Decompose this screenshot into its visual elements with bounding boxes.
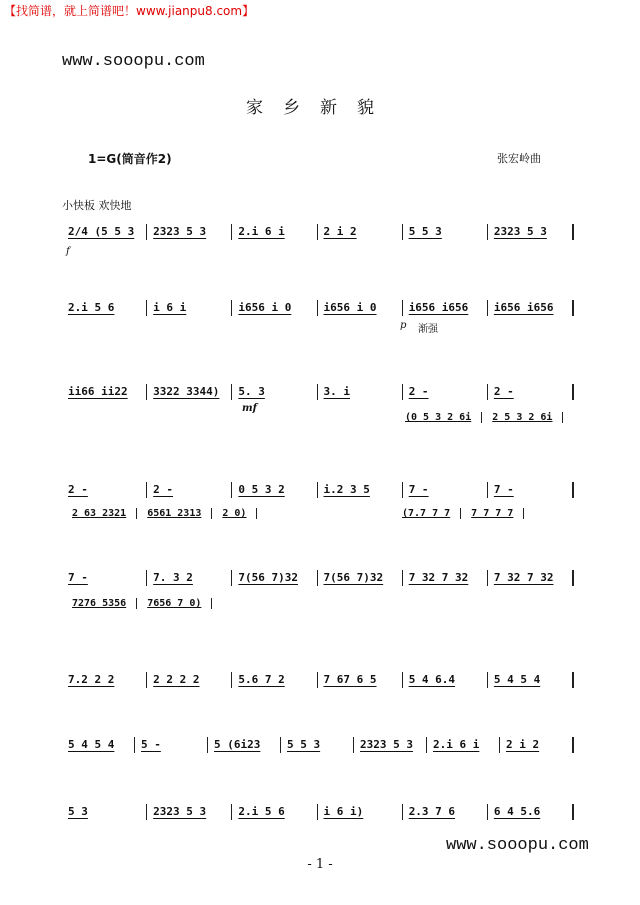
site-banner: 【找简谱，就上简谱吧！www.jianpu8.com】	[4, 4, 255, 18]
measure: 2.i 5 6	[62, 300, 147, 316]
measure: 7 -	[62, 570, 147, 586]
measure: 7.2 2 2	[62, 672, 147, 688]
measure: i656 i656	[488, 300, 574, 316]
measure: 2323 5 3	[354, 737, 427, 753]
accompaniment-row4b: (7.7 7 7 7 7 7 7	[392, 508, 524, 519]
measure: i656 i656	[403, 300, 488, 316]
measure: 2 i 2	[500, 737, 574, 753]
measure: 5 (6i23	[208, 737, 281, 753]
measure: 2323 5 3	[488, 224, 574, 240]
measure: 2 -	[147, 482, 232, 498]
watermark-top: www.sooopu.com	[62, 52, 205, 71]
measure: 5. 3	[232, 384, 317, 400]
score-line	[62, 300, 574, 316]
measure: ii66 ii22	[62, 384, 147, 400]
score-line	[62, 737, 574, 753]
measure: 7 67 6 5	[318, 672, 403, 688]
crescendo-mark: 渐强	[418, 324, 438, 335]
key-signature: 1=G(筒音作2)	[88, 152, 172, 166]
score-line	[62, 482, 574, 498]
measure: 2.3 7 6	[403, 804, 488, 820]
measure: 2323 5 3	[147, 224, 232, 240]
measure: i656 i 0	[232, 300, 317, 316]
measure: 5.6 7 2	[232, 672, 317, 688]
measure: 6 4 5.6	[488, 804, 574, 820]
measure: 2/4 (5 5 3	[62, 224, 147, 240]
song-title: 家乡新貌	[246, 98, 394, 118]
measure: 2 -	[62, 482, 147, 498]
dynamic-f: f	[66, 246, 70, 257]
composer: 张宏岭曲	[497, 152, 541, 165]
measure: 7 -	[403, 482, 488, 498]
watermark-bottom: www.sooopu.com	[446, 836, 589, 855]
measure: 5 4 5 4	[488, 672, 574, 688]
dynamic-p: p	[400, 320, 407, 331]
measure: 3. i	[318, 384, 403, 400]
accompaniment-row4a: 2 63 2321 6561 2313 2 0)	[62, 508, 257, 519]
measure: 5 5 3	[403, 224, 488, 240]
accompaniment-row3: (0 5 3 2 6i 2 5 3 2 6i	[395, 412, 563, 423]
measure: 2 i 2	[318, 224, 403, 240]
accompaniment-row5: 7276 5356 7656 7 0)	[62, 598, 212, 609]
measure: 2323 5 3	[147, 804, 232, 820]
measure: 5 3	[62, 804, 147, 820]
score-line	[62, 804, 574, 820]
measure: 2 -	[488, 384, 574, 400]
measure: 5 -	[135, 737, 208, 753]
measure: 7 32 7 32	[403, 570, 488, 586]
measure: 2.i 6 i	[232, 224, 317, 240]
measure: 5 4 6.4	[403, 672, 488, 688]
measure: 7 -	[488, 482, 574, 498]
measure: 7(56 7)32	[232, 570, 317, 586]
measure: 2.i 6 i	[427, 737, 500, 753]
score-line	[62, 384, 574, 400]
measure: 2 -	[403, 384, 488, 400]
score-line	[62, 224, 574, 240]
measure: 7 32 7 32	[488, 570, 574, 586]
measure: 5 5 3	[281, 737, 354, 753]
measure: 2.i 5 6	[232, 804, 317, 820]
score-line	[62, 570, 574, 586]
measure: 0 5 3 2	[232, 482, 317, 498]
tempo-marking: 小快板 欢快地	[62, 199, 132, 212]
measure: 2 2 2 2	[147, 672, 232, 688]
measure: i656 i 0	[318, 300, 403, 316]
page-number: - 1 -	[307, 857, 333, 872]
dynamic-mf: mf	[242, 403, 257, 414]
measure: i 6 i	[147, 300, 232, 316]
measure: i.2 3 5	[318, 482, 403, 498]
measure: i 6 i)	[318, 804, 403, 820]
score-line	[62, 672, 574, 688]
measure: 5 4 5 4	[62, 737, 135, 753]
measure: 7. 3 2	[147, 570, 232, 586]
measure: 3322 3344)	[147, 384, 232, 400]
measure: 7(56 7)32	[318, 570, 403, 586]
